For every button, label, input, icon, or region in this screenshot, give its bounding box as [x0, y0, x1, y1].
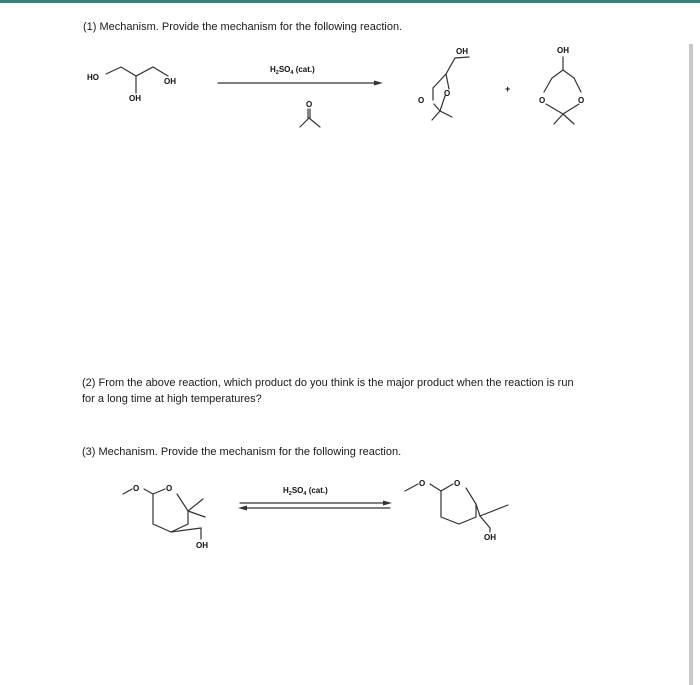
- acetone-structure: [300, 100, 320, 127]
- reaction-3-product: [405, 479, 508, 542]
- reaction-3-reactant-oh-label: OH: [196, 541, 208, 550]
- glycerol-oh-bottom-label: OH: [129, 94, 141, 103]
- reaction-3-reverse-arrowhead: [238, 506, 247, 511]
- product-2-o-right-label: O: [578, 96, 585, 105]
- reaction-3-product-o1-label: O: [419, 479, 426, 488]
- reaction-3-reactant-o1-label: O: [133, 484, 140, 493]
- reaction-3-reactant-o2-label: O: [166, 484, 173, 493]
- reaction-1-reagent-label: $H_2SO_4$ (cat.): [270, 65, 315, 76]
- glycerol-structure: [87, 67, 176, 103]
- reaction-3-reactant: [123, 484, 208, 550]
- product-2-dioxane: [539, 46, 584, 124]
- question-3-text: (3) Mechanism. Provide the mechanism for the following reaction.: [82, 446, 402, 458]
- reaction-3-product-o2-label: O: [454, 479, 461, 488]
- reaction-1-conditions: [218, 65, 383, 86]
- question-2-text-line1: (2) From the above reaction, which product do you think is the major product when the reaction is run: [82, 377, 574, 389]
- product-1-o-right-label: O: [444, 89, 451, 98]
- reaction-3-reagent-label: $H_2SO_4$ (cat.): [283, 486, 328, 497]
- question-2-text-line2: for a long time at high temperatures?: [82, 393, 262, 405]
- acetone-o-label: O: [306, 100, 313, 109]
- reaction-1-arrowhead: [374, 81, 383, 86]
- product-1-dioxolane: [418, 47, 469, 120]
- glycerol-ho-left-label: HO: [87, 73, 99, 82]
- reaction-3-product-oh-label: OH: [484, 533, 496, 542]
- question-1-text: (1) Mechanism. Provide the mechanism for the following reaction.: [83, 21, 403, 33]
- product-1-o-left-label: O: [418, 96, 425, 105]
- glycerol-oh-right-label: OH: [164, 77, 176, 86]
- reaction-3-forward-arrowhead: [383, 501, 392, 506]
- product-1-oh-label: OH: [456, 47, 468, 56]
- plus-sign: +: [505, 84, 511, 94]
- product-2-oh-label: OH: [557, 46, 569, 55]
- product-2-o-left-label: O: [539, 96, 546, 105]
- reaction-3-conditions: [238, 486, 392, 511]
